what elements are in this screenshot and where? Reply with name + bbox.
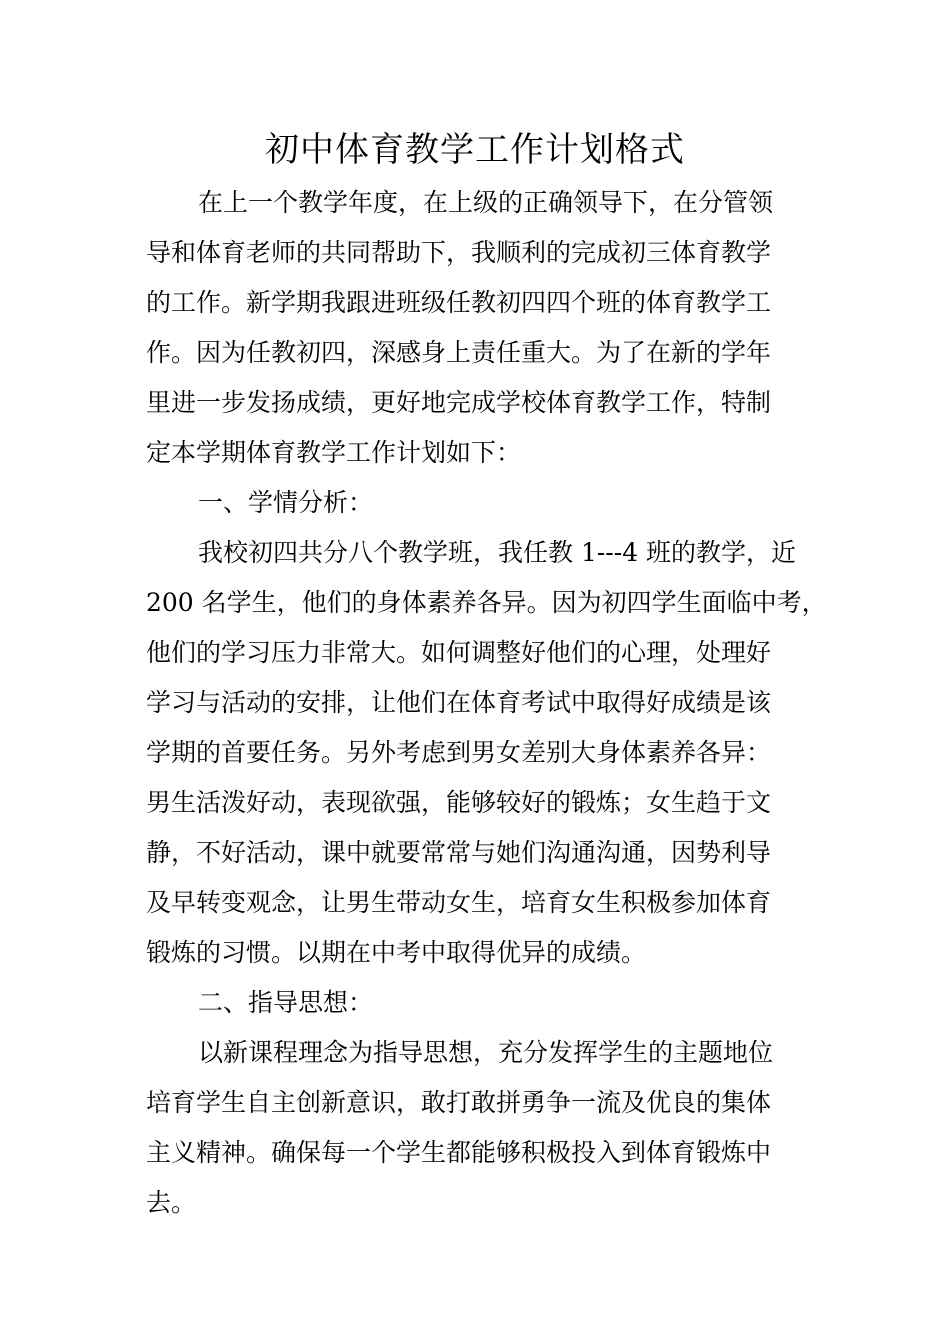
text-line: 锻炼的习惯。以期在中考中取得优异的成绩。 — [146, 938, 647, 967]
text-line: 培育学生自主创新意识，敢打敢拼勇争一流及优良的集体 — [146, 1088, 772, 1117]
document-body — [146, 178, 827, 1228]
text-line: 学期的首要任务。另外考虑到男女差别大身体素养各异： — [146, 738, 772, 767]
text-line: 去。 — [146, 1188, 197, 1217]
text-line: 的工作。新学期我跟进班级任教初四四个班的体育教学工 — [146, 288, 772, 317]
text-line: 作。因为任教初四，深感身上责任重大。为了在新的学年 — [146, 338, 772, 367]
text-line: 主义精神。确保每一个学生都能够积极投入到体育锻炼中 — [146, 1138, 772, 1167]
section-heading: 二、指导思想： — [198, 988, 374, 1017]
text-line: 导和体育老师的共同帮助下，我顺利的完成初三体育教学 — [146, 238, 772, 267]
text-line: 定本学期体育教学工作计划如下： — [146, 438, 522, 467]
text-line: 他们的学习压力非常大。如何调整好他们的心理，处理好 — [146, 638, 772, 667]
text-line: 200 名学生，他们的身体素养各异。因为初四学生面临中考， — [146, 588, 827, 617]
text-line: 及早转变观念，让男生带动女生，培育女生积极参加体育 — [146, 888, 772, 917]
text-line: 在上一个教学年度，在上级的正确领导下，在分管领 — [198, 188, 774, 217]
text-line: 男生活泼好动，表现欲强，能够较好的锻炼；女生趋于文 — [146, 788, 772, 817]
text-line: 学习与活动的安排，让他们在体育考试中取得好成绩是该 — [146, 688, 772, 717]
text-line: 静，不好活动，课中就要常常与她们沟通沟通，因势利导 — [146, 838, 772, 867]
section-heading: 一、学情分析： — [198, 488, 374, 517]
text-line: 里进一步发扬成绩，更好地完成学校体育教学工作，特制 — [146, 388, 772, 417]
document-title: 初中体育教学工作计划格式 — [265, 130, 685, 170]
text-line: 我校初四共分八个教学班，我任教 1---4 班的教学，近 — [198, 538, 797, 567]
text-line: 以新课程理念为指导思想，充分发挥学生的主题地位 — [198, 1038, 774, 1067]
